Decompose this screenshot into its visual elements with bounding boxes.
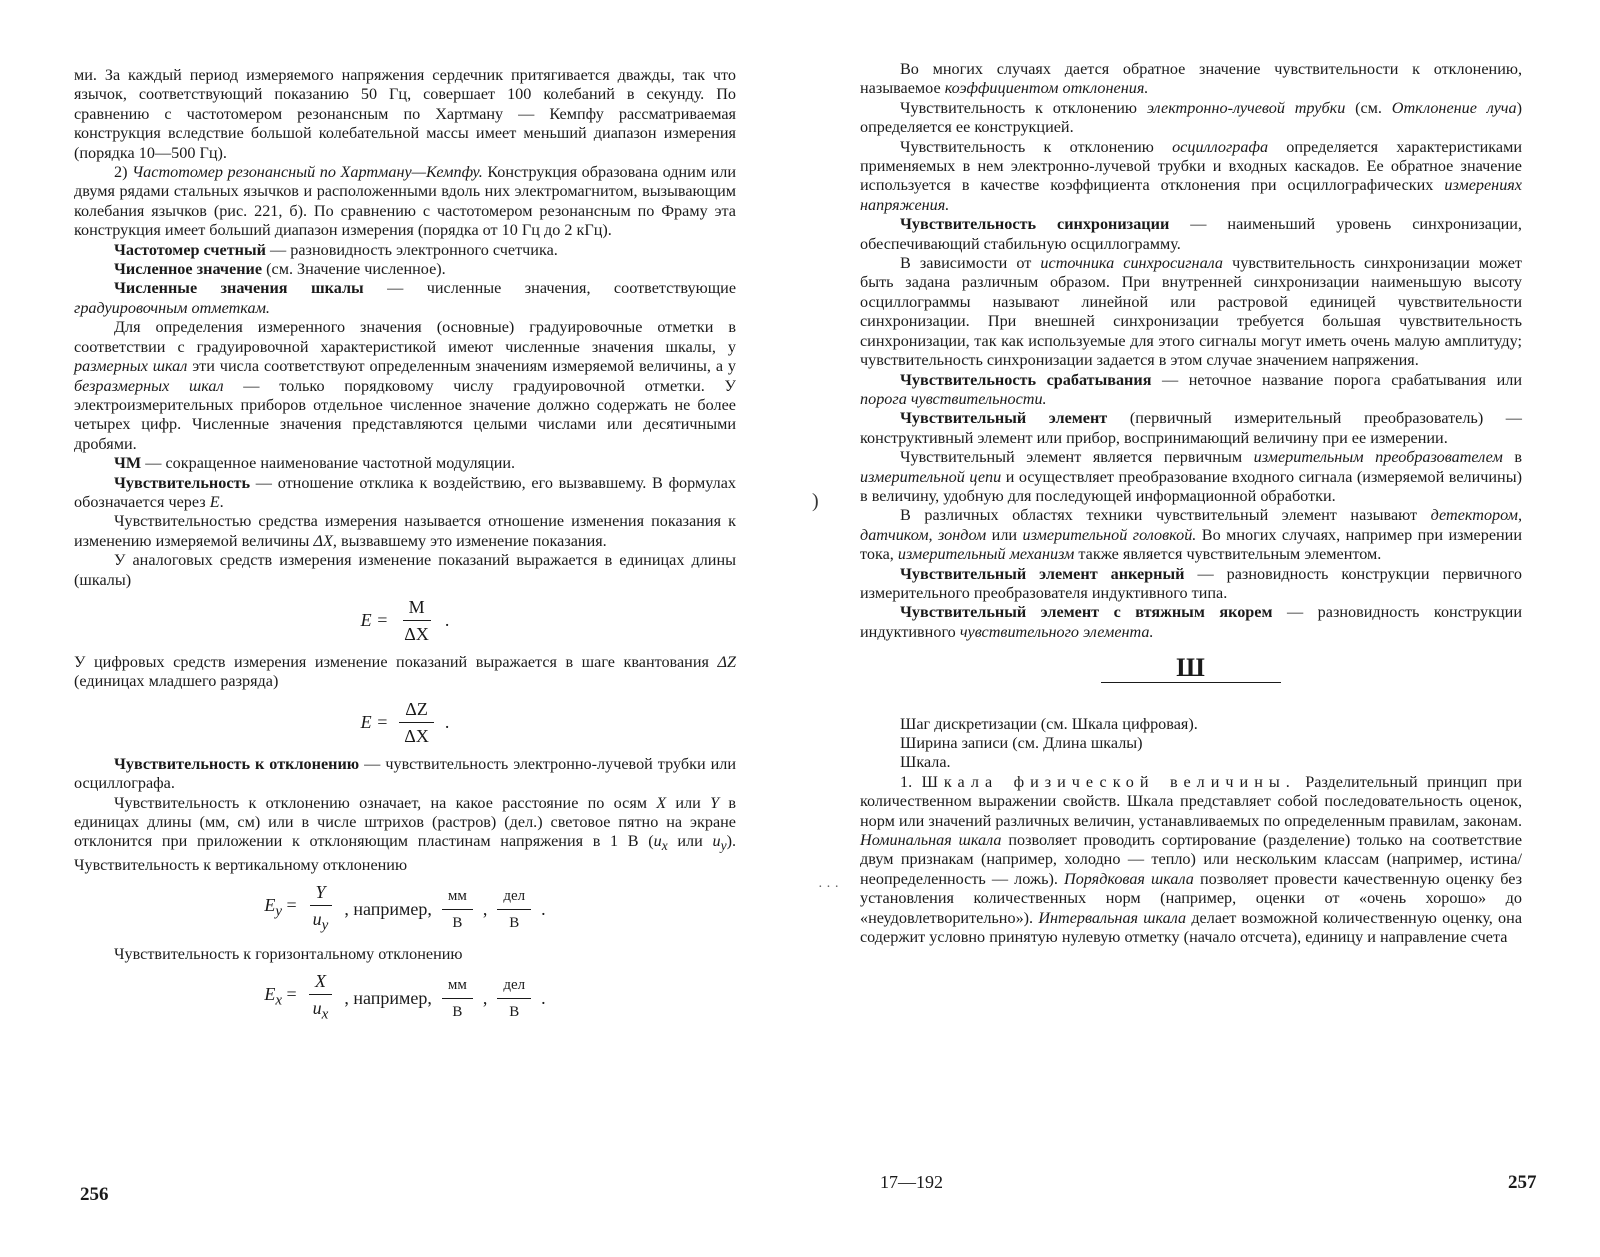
formula-analog-sensitivity: E = $\frac{M}{\Delta X}$ .	[360, 596, 450, 644]
dictionary-entry: Чувствительный элемент (первичный измерительный преобразователь) — конструктивный элемент или прибор, воспринимающий величину при ее измерении.	[860, 409, 1522, 447]
fraction: $\frac{\text{дел}}{В}$	[497, 974, 531, 1023]
paragraph: Во многих случаях дается обратное значение чувствительности к отклонению, называемое коэффициентом отклонения.	[860, 60, 1522, 98]
gutter-dots: · · ·	[818, 880, 839, 895]
fraction: $\frac{X}{u_x}$	[307, 970, 335, 1026]
dictionary-entry: Шаг дискретизации (см. Шкала цифровая).	[900, 714, 1198, 733]
dictionary-entry: Чувствительный элемент с втяжным якорем — разновидность конструкции индуктивного чувствительного элемента.	[860, 603, 1523, 641]
entry-term: Численные значения шкалы	[114, 279, 364, 298]
dictionary-entry: Чувствительный элемент анкерный — разновидность конструкции первичного измерительного преобразователя индуктивного типа.	[860, 564, 1522, 602]
paragraph: Чувствительность к отклонению означает, на какое расстояние по осям X или Y в единицах длины (мм, см) или в числе штрихов (растров) (дел.) световое пятно на экране отклонится при приложении к отклоняющим пластинам напряжения в 1 В ($u_x$ или $u_y$). Чувствительность к вертикальному отклонению	[74, 793, 736, 875]
entry-term: Чувствительность синхронизации	[900, 215, 1170, 234]
paragraph: ми. За каждый период измеряемого напряжения сердечник притягивается дважды, так что язычок, соответствующий показанию 50 Гц, совершает 100 колебаний в секунду. По сравнению с частотомером резонансным по Хартману — Кемпфу рассматриваемая конструкция вследствие большой колебательной массы имеет меньший диапазон измерения (порядка 10—500 Гц).	[74, 66, 736, 162]
gutter-mark: )	[812, 490, 819, 512]
entry-term: Численное значение	[114, 260, 263, 279]
paragraph: Чувствительностью средства измерения называется отношение изменения показания к изменению измеряемой величины ΔX, вызвавшему это изменение показания.	[74, 512, 736, 550]
section-letter-heading: Ш	[1176, 653, 1206, 683]
right-text-column	[860, 60, 1522, 947]
formula-horizontal-deflection: $E_x$ = $\frac{X}{u_x}$ , например, $\frac{мм}{В}$ , $\frac{\text{дел}}{В}$ .	[74, 970, 736, 1026]
fraction: $\frac{мм}{В}$	[442, 974, 473, 1023]
printer-signature: 17—192	[880, 1172, 943, 1192]
entry-term: Чувствительность к отклонению	[114, 754, 360, 773]
dictionary-entry: Численное значение (см. Значение численное).	[114, 260, 446, 279]
fraction: $\frac{\Delta Z}{\Delta X}$	[398, 698, 435, 747]
paragraph: Чувствительный элемент является первичным измерительным преобразователем в измерительной цепи и осуществляет преобразование входного сигнала (измеряемой величины) в величину, удобную для последующей информационной обработки.	[860, 448, 1522, 505]
entry-term: Чувствительный элемент	[900, 409, 1108, 428]
page-number: 256	[80, 1184, 109, 1205]
entry-term: ЧМ	[114, 454, 142, 473]
dictionary-entry: Чувствительность срабатывания — неточное название порога срабатывания или порога чувствительности.	[860, 370, 1522, 408]
dictionary-entry: Чувствительность к отклонению — чувствительность электронно-лучевой трубки или осциллографа.	[74, 754, 736, 793]
paragraph: Чувствительность к отклонению осциллографа определяется характеристиками применяемых в нем электронно-лучевой трубки и входных каскадов. Ее обратное значение используется в качестве коэффициента отклонения при осциллографических измерениях напряжения.	[860, 137, 1523, 214]
entry-term: Чувствительность	[114, 473, 251, 492]
paragraph: 1. Шкала физической величины. Разделительный принцип при количественном выражении свойств. Шкала представляет собой последовательность оценок, норм или значений различных величин, устанавливаемых по определенным правилам, законам. Номинальная шкала позволяет проводить сортирование (разделение) только на соответствие двум признакам (например, холодно — тепло) или нескольким классам (например, истина/неопределенность — ложь). Порядковая шкала позволяет провести качественную оценку без установления количественных норм (например, оценки от «очень хорошо» до «неудовлетворительно»). Интервальная шкала делает возможной количественную оценку, она содержит условно принятую нулевую отметку (начало отсчета), единицу и направление счета	[860, 772, 1523, 947]
paragraph: В различных областях техники чувствительный элемент называют детектором, датчиком, зондом или измерительной головкой. Во многих случаях, например при измерении тока, измерительный механизм также является чувствительным элементом.	[860, 506, 1522, 564]
entry-term: Чувствительность срабатывания	[900, 370, 1152, 389]
left-text-column	[74, 66, 736, 1034]
fraction: $\frac{M}{\Delta X}$	[404, 596, 429, 644]
fraction: $\frac{Y}{u_y}$	[307, 881, 335, 937]
entry-term: Частотомер счетный	[114, 240, 266, 259]
paragraph: У аналоговых средств измерения изменение показаний выражается в единицах длины (шкалы)	[74, 551, 736, 589]
fraction: $\frac{мм}{В}$	[442, 885, 473, 934]
dictionary-entry: Ширина записи (см. Длина шкалы)	[900, 734, 1143, 752]
dictionary-entry: Численные значения шкалы — численные значения, соответствующие градуировочным отметкам.	[74, 279, 737, 317]
fraction: $\frac{\text{дел}}{В}$	[497, 885, 531, 934]
paragraph: 2) Частотомер резонансный по Хартману—Кемпфу. Конструкция образована одним или двумя рядами стальных язычков и расположенными вдоль них электромагнитом, вызывающим колебания язычков (рис. 221, б). По сравнению с частотомером резонансным по Фраму эта конструкция имеет больший диапазон измерения (порядка от 10 Гц до 2 кГц).	[74, 163, 737, 240]
dictionary-entry: Чувствительность — отношение отклика к воздействию, его вызвавшему. В формулах обозначается через E.	[74, 473, 736, 511]
paragraph: Чувствительность к горизонтальному отклонению	[114, 945, 463, 964]
formula-vertical-deflection: $E_y$ = $\frac{Y}{u_y}$ , например, $\frac{мм}{В}$ , $\frac{\text{дел}}{В}$ .	[74, 881, 736, 937]
left-page	[0, 0, 790, 1257]
page-number: 257	[1508, 1172, 1537, 1193]
entry-term: Чувствительный элемент с втяжным якорем	[900, 603, 1273, 622]
dictionary-entry: Частотомер счетный — разновидность электронного счетчика.	[114, 240, 558, 259]
dictionary-entry: Чувствительность синхронизации — наименьший уровень синхронизации, обеспечивающий стабильную осциллограмму.	[860, 215, 1522, 253]
paragraph: Чувствительность к отклонению электронно-лучевой трубки (см. Отклонение луча) определяется ее конструкцией.	[860, 98, 1522, 137]
entry-term: Чувствительный элемент анкерный	[900, 564, 1185, 583]
dictionary-entry: ЧМ — сокращенное наименование частотной модуляции.	[114, 454, 516, 473]
right-page	[790, 0, 1600, 1257]
paragraph: У цифровых средств измерения изменение показаний выражается в шаге квантования ΔZ (единицах младшего разряда)	[74, 652, 736, 691]
paragraph: Для определения измеренного значения (основные) градуировочные отметки в соответствии с градуировочной характеристикой имеют численные значения шкалы, у размерных шкал эти числа соответствуют определенным значениям измеряемой величины, а у безразмерных шкал — только порядковому числу градуировочной отметки. У электроизмерительных приборов отдельное численное значение должно содержать не более четырех цифр. Численные значения представляются целыми числами или десятичными дробями.	[74, 318, 736, 453]
dictionary-entry: Шкала.	[900, 753, 951, 772]
paragraph: В зависимости от источника синхросигнала чувствительность синхронизации может быть задана различным образом. При внутренней синхронизации наименьшую высоту осциллограммы называют линейной или растровой единицей чувствительности синхронизации. При внешней синхронизации требуется большая чувствительность синхронизации, так как используемые для этого сигналы могут иметь очень малую амплитуду; чувствительность синхронизации задается в этом случае значением напряжения.	[860, 254, 1522, 370]
formula-digital-sensitivity: E = $\frac{\Delta Z}{\Delta X}$ .	[360, 698, 450, 746]
